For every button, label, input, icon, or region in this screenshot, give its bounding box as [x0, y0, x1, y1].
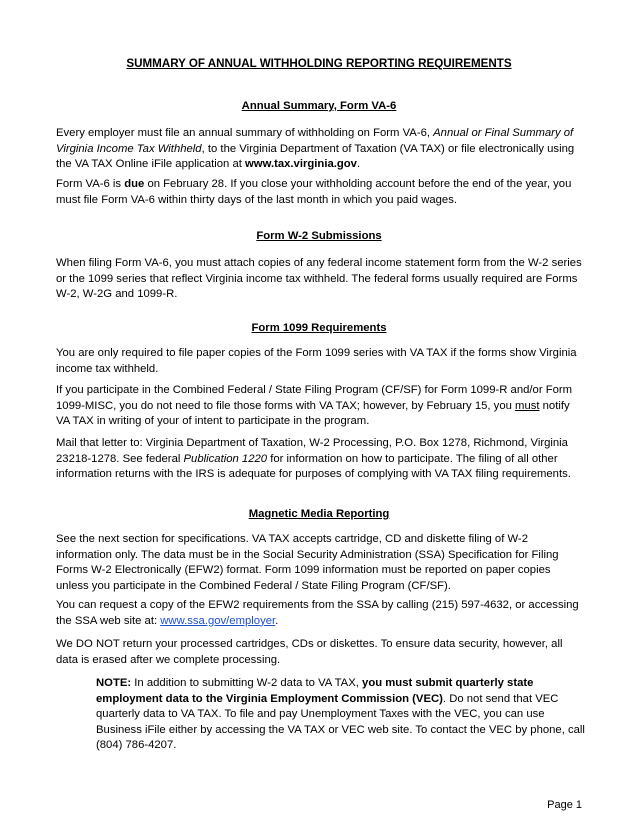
section-heading-va6: Annual Summary, Form VA-6: [241, 100, 397, 112]
ssa-employer-link[interactable]: www.ssa.gov/employer: [160, 614, 276, 627]
document-title: SUMMARY OF ANNUAL WITHHOLDING REPORTING REQUIREMENTS: [126, 57, 512, 70]
mag-paragraph-2: You can request a copy of the EFW2 requirements from the SSA by calling (215) 597-4632, or accessing the SSA web site at: www.ssa.gov/employer.: [56, 599, 579, 627]
f1099-paragraph-2: If you participate in the Combined Federal / State Filing Program (CF/SF) for Form 1099-R and/or Form 1099-MISC, you do not need to file those forms with VA TAX; however, by February 15, you must notify VA TAX in writing of your of intent to participate in the program.: [56, 384, 573, 427]
page-number: Page 1: [547, 799, 582, 811]
f1099-paragraph-3: Mail that letter to: Virginia Department of Taxation, W-2 Processing, P.O. Box 1278, Richmond, Virginia 23218-1278. See federal Publication 1220 for information on how to participate. The filing of all other information returns with the IRS is adequate for purposes of complying with VA TAX filing requirements.: [56, 437, 571, 480]
va6-paragraph-1: Every employer must file an annual summary of withholding on Form VA-6, Annual or Final Summary of Virginia Income Tax Withheld, to the Virginia Department of Taxation (VA TAX) or file electronically using the VA TAX Online iFile application at www.tax.virginia.gov.: [56, 127, 575, 170]
f1099-paragraph-1: You are only required to file paper copies of the Form 1099 series with VA TAX if the forms show Virginia income tax withheld.: [56, 347, 577, 375]
section-heading-1099: Form 1099 Requirements: [251, 322, 387, 334]
va6-paragraph-2: Form VA-6 is due on February 28. If you close your withholding account before the end of the year, you must file Form VA-6 within thirty days of the last month in which you paid wages.: [56, 178, 572, 206]
section-heading-w2: Form W-2 Submissions: [256, 230, 382, 242]
section-heading-magnetic-media: Magnetic Media Reporting: [248, 508, 390, 520]
mag-paragraph-1: See the next section for specifications. VA TAX accepts cartridge, CD and diskette filing of W-2 information only. The data must be in the Social Security Administration (SSA) Specification for Filing Forms W-2 Electronically (EFW2) format. Form 1099 information must be reported on paper copies unless you participate in the Combined Federal / State Filing Program (CF/SF).: [56, 533, 559, 592]
note-label: NOTE:: [96, 677, 132, 689]
mag-paragraph-3: We DO NOT return your processed cartridges, CDs or diskettes. To ensure data security, however, all data is erased after we complete processing.: [56, 638, 563, 666]
vec-note: NOTE: In addition to submitting W-2 data to VA TAX, you must submit quarterly state employment data to the Virginia Employment Commission (VEC). Do not send that VEC quarterly data to VA TAX. To file and pay Unemployment Taxes with the VEC, you can use Business iFile either by accessing the VA TAX or VEC web site. To contact the VEC by phone, call (804) 786-4207.: [96, 677, 585, 751]
w2-paragraph-1: When filing Form VA-6, you must attach copies of any federal income statement form from the W-2 series or the 1099 series that reflect Virginia income tax withheld. The federal forms usually required are Forms W-2, W-2G and 1099-R.: [56, 257, 582, 300]
